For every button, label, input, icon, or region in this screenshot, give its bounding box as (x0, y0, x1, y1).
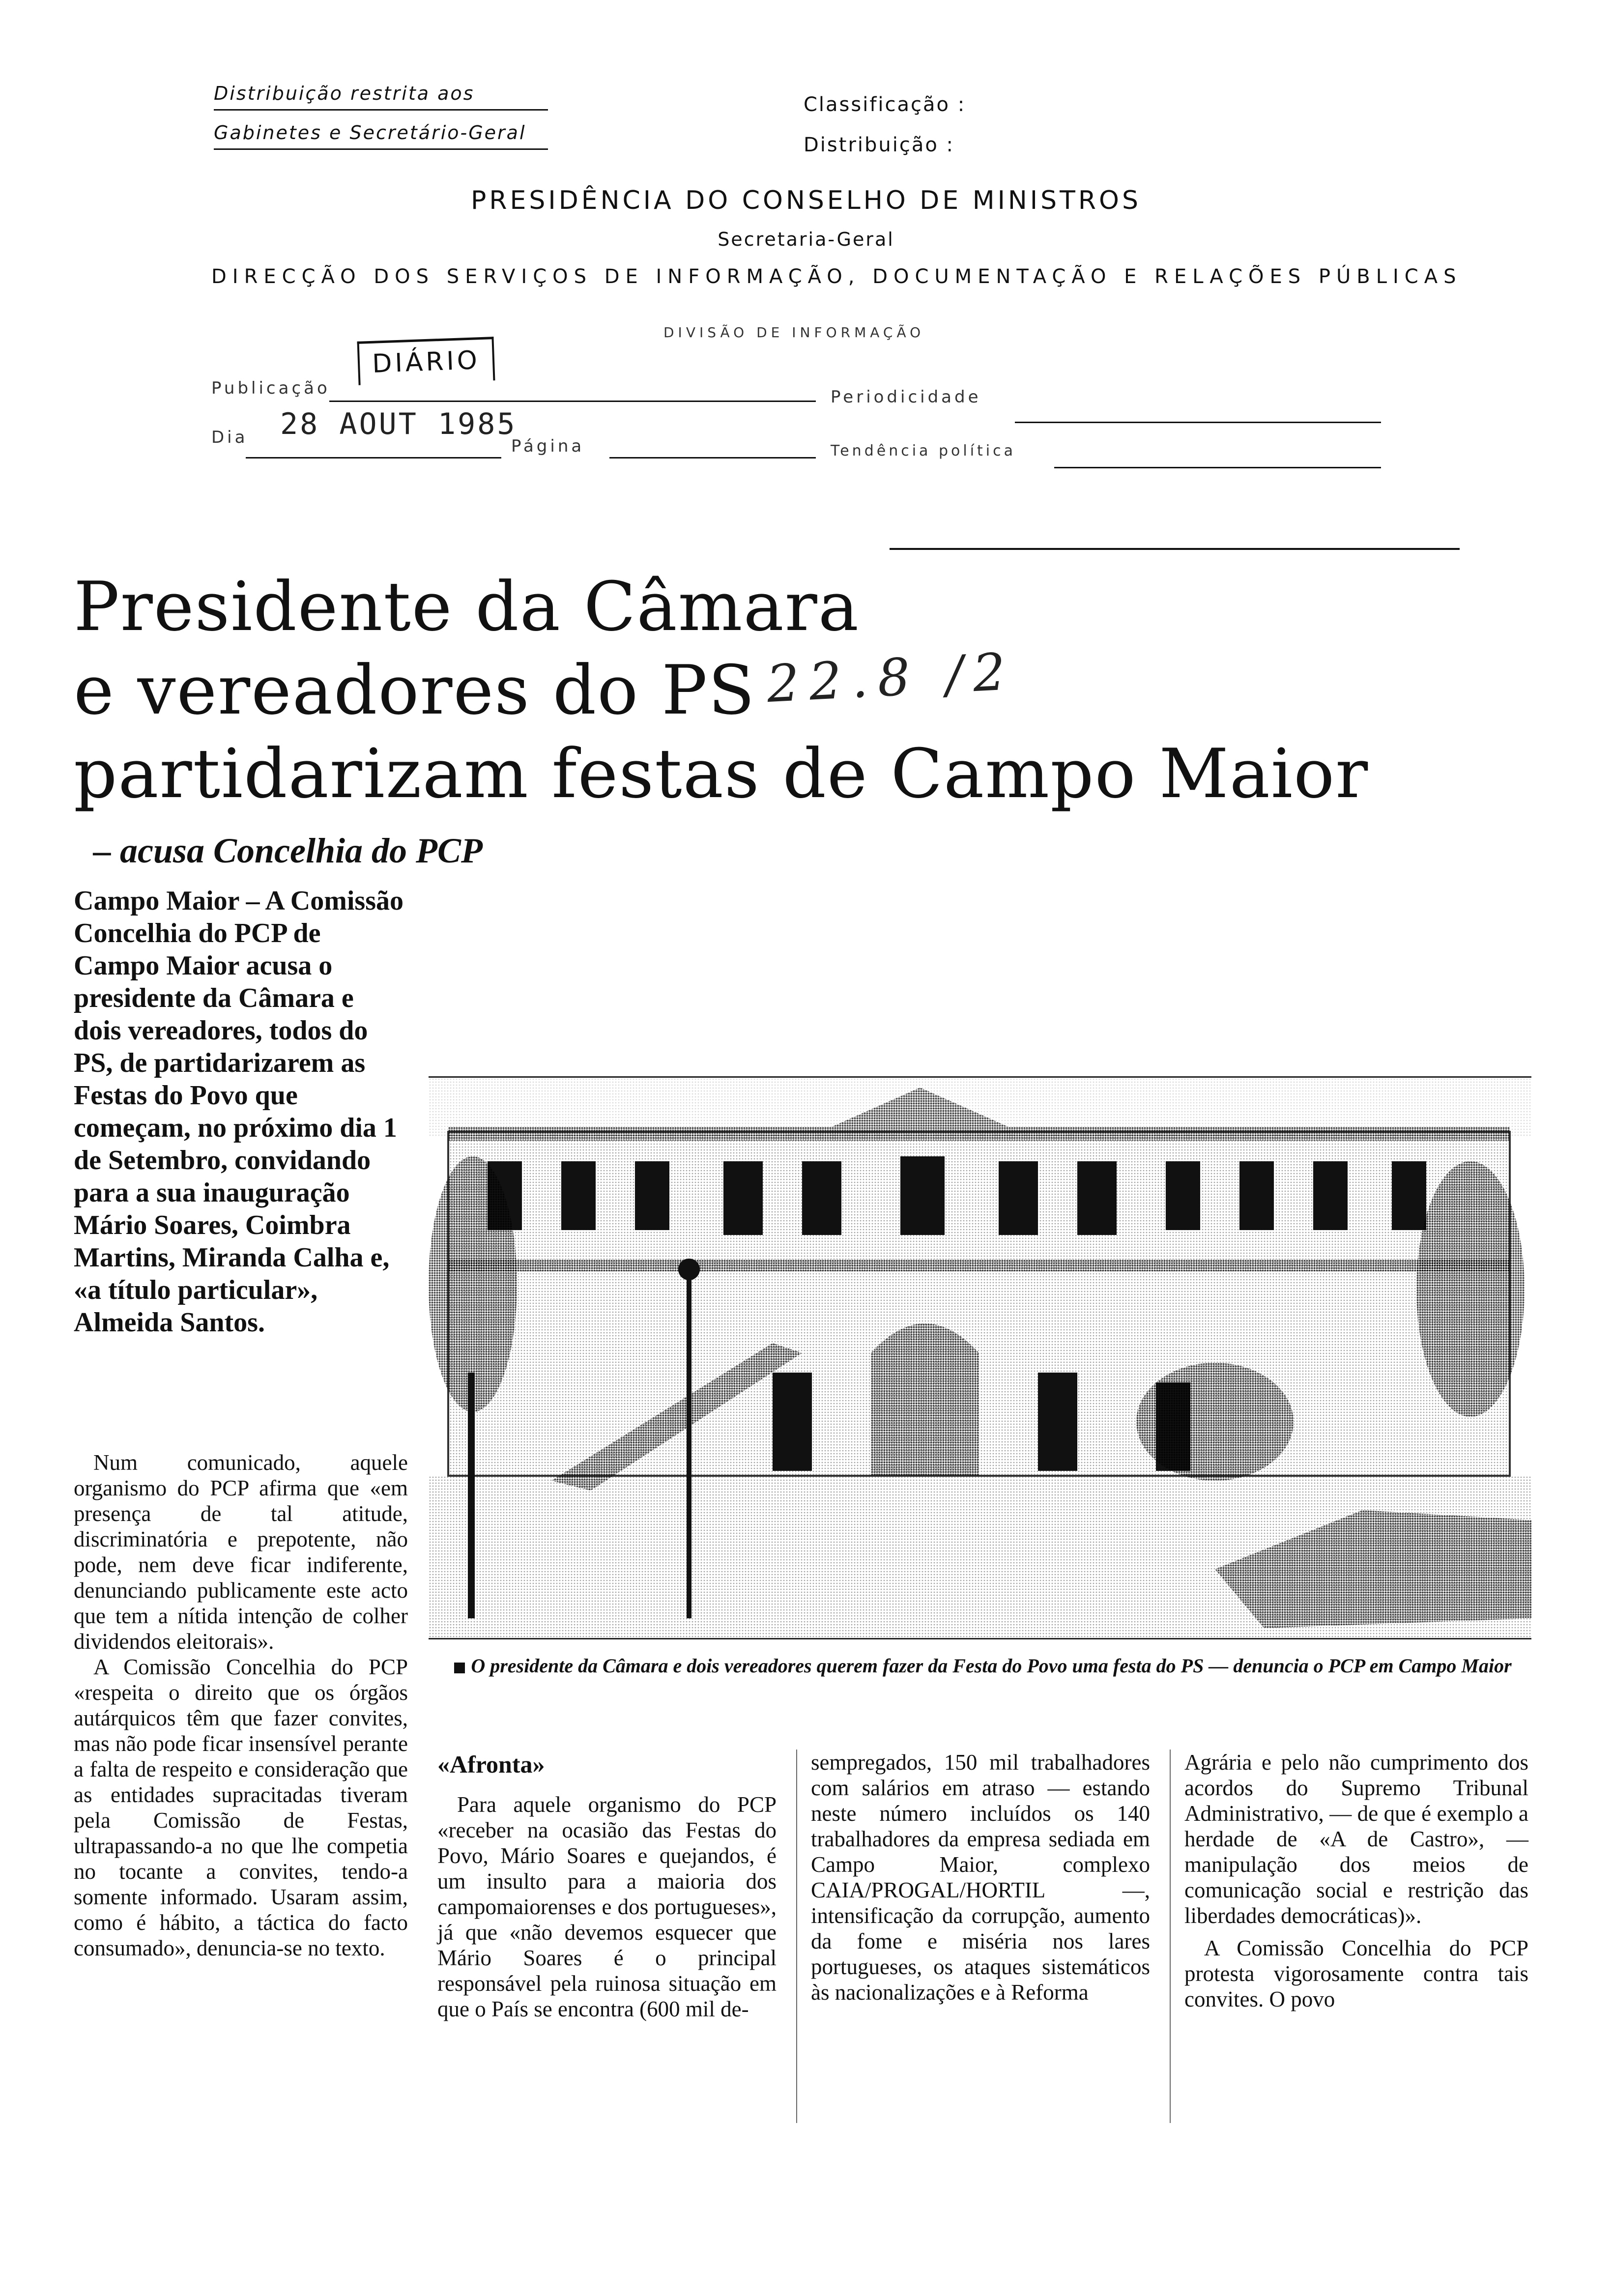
publication-stamp: DIÁRIO (357, 337, 495, 385)
col4-paragraph-2: A Comissão Concelhia do PCP protesta vigorosamente contra tais convites. O povo (1184, 1936, 1528, 2011)
headline-line-1: Presidente da Câmara (74, 567, 860, 646)
date-stamp: 28 AOUT 1985 (280, 407, 517, 441)
restricted-underline-2 (214, 148, 548, 150)
classification-label: Classificação : (804, 93, 966, 116)
restricted-line-2: Gabinetes e Secretário-Geral (214, 122, 526, 144)
col1-paragraph-1: Num comunicado, aquele organismo do PCP afirma que «em presença de tal atitude, discriminatória e prepotente, não pode, nem deve ficar indiferente, denunciando publicamente este acto que tem a nítida intenção de colher dividendos eleitorais». (74, 1450, 408, 1654)
day-label: Dia (211, 428, 248, 447)
page-label: Página (511, 436, 585, 456)
publication-label: Publicação (211, 378, 330, 398)
column-4 (1184, 1750, 1528, 2012)
column-3 (811, 1750, 1150, 2005)
headline-line-3: partidarizam festas de Campo Maior (74, 734, 1369, 813)
distribution-label: Distribuição : (804, 134, 955, 156)
caption-text: O presidente da Câmara e dois vereadores querem fazer da Festa do Povo uma festa do PS — denuncia o PCP em Campo Maior (471, 1655, 1512, 1677)
restricted-line-1: Distribuição restrita aos (214, 83, 475, 104)
division-title: DIVISÃO DE INFORMAÇÃO (663, 324, 925, 341)
column-divider (1170, 1750, 1171, 2123)
lead-paragraph: Campo Maior – A Comissão Concelhia do PCP de Campo Maior acusa o presidente da Câmara e dois vereadores, todos do PS, de partidarizarem as Festas do Povo que começam, no próximo dia 1 de Setembro, convidando para a sua inauguração Mário Soares, Coimbra Martins, Miranda Calha e, «a título particular», Almeida Santos. (74, 886, 403, 1338)
column-divider (796, 1750, 797, 2123)
town-hall-photo (429, 1076, 1531, 1639)
tendency-line (1054, 467, 1381, 468)
secretariat-title: Secretaria-Geral (718, 229, 894, 250)
column-2 (437, 1750, 777, 2022)
presidency-title: PRESIDÊNCIA DO CONSELHO DE MINISTROS (471, 186, 1141, 215)
section-subhead-afronta: «Afronta» (437, 1751, 545, 1778)
headline-line-2: e vereadores do PS (74, 651, 756, 730)
periodicity-line (1015, 422, 1381, 423)
photo-caption (432, 1654, 1533, 1678)
town-hall-illustration (429, 1078, 1531, 1638)
col1-paragraph-2: A Comissão Concelhia do PCP «respeita o direito que os órgãos autárquicos têm que fazer convites, mas não pode ficar insensível perante a falta de respeito e consideração que as entidades supracitadas tiveram pela Comissão de Festas, ultrapassando-a no que lhe competia no tocante a convites, tendo-a somente informado. Usaram assim, como é hábito, a táctica do facto consumado», denuncia-se no texto. (74, 1655, 408, 1960)
col3-paragraph-1: sempregados, 150 mil trabalhadores com salários em atraso — estando neste número incluídos os 140 trabalhadores da empresa sediada em Campo Maior, complexo CAIA/PROGAL/HORTIL —, intensificação da corrupção, aumento da fome e miséria nos lares portugueses, os ataques sistemáticos às nacionalizações e à Reforma (811, 1750, 1150, 2005)
directorate-title: DIRECÇÃO DOS SERVIÇOS DE INFORMAÇÃO, DOCUMENTAÇÃO E RELAÇÕES PÚBLICAS (211, 265, 1462, 288)
periodicity-label: Periodicidade (831, 387, 981, 407)
col2-paragraph-1: Para aquele organismo do PCP «receber na ocasião das Festas do Povo, Mário Soares e quejandos, é um insulto para a maioria dos campomaiorenses e dos portugueses», já que «não devemos esquecer que Mário Soares é o principal responsável pela ruinosa situação em que o País se encontra (600 mil de- (437, 1792, 777, 2021)
caption-bullet-icon (454, 1663, 465, 1673)
page-line (609, 457, 816, 459)
col4-paragraph-1: Agrária e pelo não cumprimento dos acordos do Supremo Tribunal Administrativo, — de que é exemplo a herdade de «A de Castro», — manipulação dos meios de comunicação social e restrição das liberdades democráticas)». (1184, 1750, 1528, 1928)
handwritten-reference: 22.8 /2 (765, 641, 1017, 715)
clipping-top-rule (890, 548, 1460, 550)
day-line (246, 457, 501, 459)
publication-line (329, 401, 816, 402)
tendency-label: Tendência política (831, 442, 1016, 459)
subheadline: – acusa Concelhia do PCP (93, 831, 483, 870)
restricted-underline-1 (214, 109, 548, 111)
column-1 (74, 1450, 408, 1961)
